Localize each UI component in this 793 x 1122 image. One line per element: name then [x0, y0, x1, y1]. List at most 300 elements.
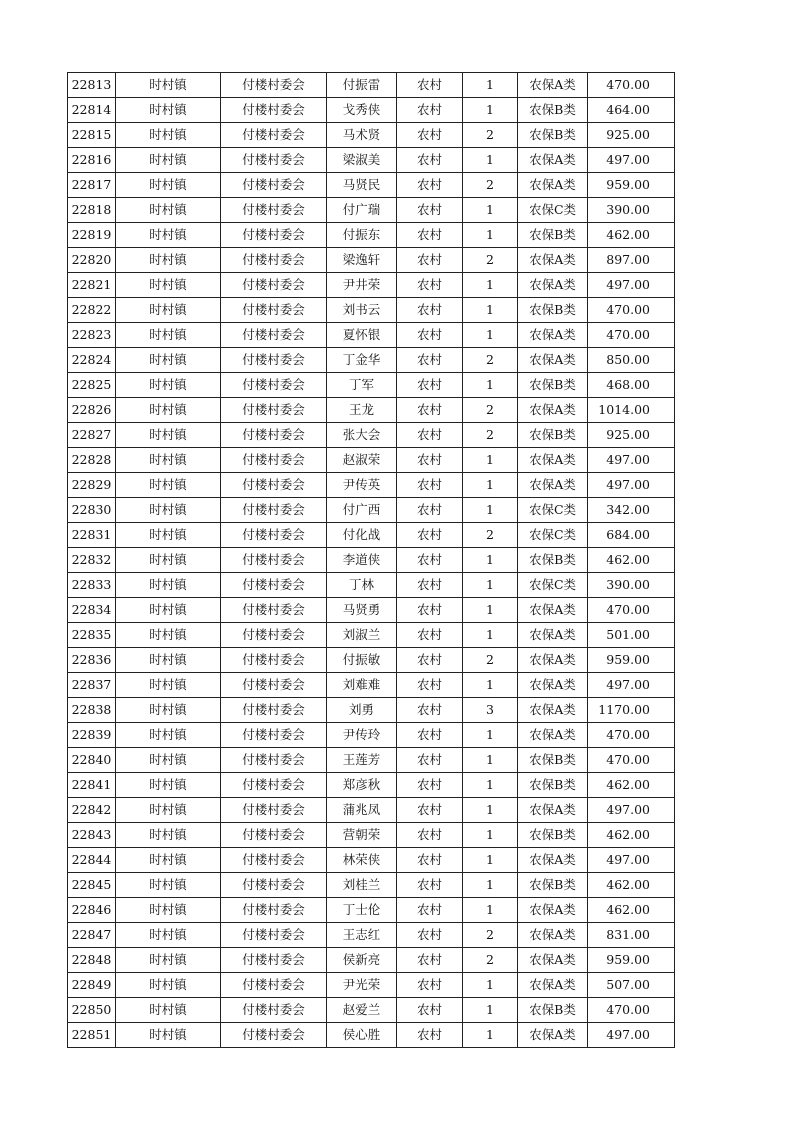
amount-cell: 501.00 — [588, 623, 675, 648]
household-count-cell: 1 — [463, 573, 518, 598]
record-id-cell: 22818 — [68, 198, 116, 223]
town-cell: 时村镇 — [116, 823, 221, 848]
household-count-cell: 2 — [463, 248, 518, 273]
record-id-cell: 22821 — [68, 273, 116, 298]
insurance-category-cell: 农保A类 — [518, 248, 588, 273]
table-row — [68, 348, 675, 373]
amount-cell: 497.00 — [588, 673, 675, 698]
area-type-cell: 农村 — [397, 848, 463, 873]
town-cell: 时村镇 — [116, 648, 221, 673]
area-type-cell: 农村 — [397, 948, 463, 973]
person-name-cell: 付振东 — [327, 223, 397, 248]
household-count-cell: 1 — [463, 773, 518, 798]
insurance-category-cell: 农保A类 — [518, 73, 588, 98]
amount-cell: 470.00 — [588, 748, 675, 773]
amount-cell: 462.00 — [588, 823, 675, 848]
amount-cell: 470.00 — [588, 298, 675, 323]
town-cell: 时村镇 — [116, 548, 221, 573]
insurance-category-cell: 农保A类 — [518, 148, 588, 173]
person-name-cell: 营朝荣 — [327, 823, 397, 848]
record-id-cell: 22813 — [68, 73, 116, 98]
person-name-cell: 王志红 — [327, 923, 397, 948]
person-name-cell: 赵爱兰 — [327, 998, 397, 1023]
insurance-category-cell: 农保B类 — [518, 123, 588, 148]
insurance-category-cell: 农保A类 — [518, 398, 588, 423]
town-cell: 时村镇 — [116, 673, 221, 698]
town-cell: 时村镇 — [116, 623, 221, 648]
area-type-cell: 农村 — [397, 398, 463, 423]
insurance-category-cell: 农保A类 — [518, 598, 588, 623]
area-type-cell: 农村 — [397, 523, 463, 548]
village-cell: 付楼村委会 — [221, 73, 327, 98]
village-cell: 付楼村委会 — [221, 923, 327, 948]
table-row — [68, 223, 675, 248]
person-name-cell: 夏怀银 — [327, 323, 397, 348]
table-row — [68, 273, 675, 298]
insurance-category-cell: 农保A类 — [518, 673, 588, 698]
household-count-cell: 1 — [463, 823, 518, 848]
record-id-cell: 22837 — [68, 673, 116, 698]
person-name-cell: 赵淑荣 — [327, 448, 397, 473]
household-count-cell: 2 — [463, 523, 518, 548]
table-row — [68, 448, 675, 473]
household-count-cell: 2 — [463, 123, 518, 148]
household-count-cell: 1 — [463, 273, 518, 298]
amount-cell: 497.00 — [588, 473, 675, 498]
town-cell: 时村镇 — [116, 798, 221, 823]
household-count-cell: 1 — [463, 498, 518, 523]
town-cell: 时村镇 — [116, 148, 221, 173]
village-cell: 付楼村委会 — [221, 623, 327, 648]
table-row — [68, 998, 675, 1023]
table-row — [68, 848, 675, 873]
person-name-cell: 刘书云 — [327, 298, 397, 323]
person-name-cell: 王龙 — [327, 398, 397, 423]
village-cell: 付楼村委会 — [221, 673, 327, 698]
household-count-cell: 1 — [463, 548, 518, 573]
insurance-category-cell: 农保A类 — [518, 173, 588, 198]
household-count-cell: 1 — [463, 373, 518, 398]
record-id-cell: 22851 — [68, 1023, 116, 1048]
village-cell: 付楼村委会 — [221, 748, 327, 773]
town-cell: 时村镇 — [116, 948, 221, 973]
area-type-cell: 农村 — [397, 773, 463, 798]
area-type-cell: 农村 — [397, 298, 463, 323]
amount-cell: 1014.00 — [588, 398, 675, 423]
amount-cell: 462.00 — [588, 223, 675, 248]
insurance-category-cell: 农保B类 — [518, 298, 588, 323]
table-row — [68, 673, 675, 698]
person-name-cell: 付广西 — [327, 498, 397, 523]
town-cell: 时村镇 — [116, 273, 221, 298]
table-row — [68, 648, 675, 673]
village-cell: 付楼村委会 — [221, 373, 327, 398]
amount-cell: 342.00 — [588, 498, 675, 523]
town-cell: 时村镇 — [116, 98, 221, 123]
table-row — [68, 498, 675, 523]
town-cell: 时村镇 — [116, 398, 221, 423]
area-type-cell: 农村 — [397, 98, 463, 123]
area-type-cell: 农村 — [397, 873, 463, 898]
village-cell: 付楼村委会 — [221, 498, 327, 523]
record-id-cell: 22845 — [68, 873, 116, 898]
household-count-cell: 2 — [463, 423, 518, 448]
area-type-cell: 农村 — [397, 698, 463, 723]
area-type-cell: 农村 — [397, 923, 463, 948]
insurance-category-cell: 农保A类 — [518, 723, 588, 748]
insurance-category-cell: 农保A类 — [518, 648, 588, 673]
person-name-cell: 丁士伦 — [327, 898, 397, 923]
amount-cell: 507.00 — [588, 973, 675, 998]
person-name-cell: 付化战 — [327, 523, 397, 548]
table-row — [68, 473, 675, 498]
village-cell: 付楼村委会 — [221, 473, 327, 498]
village-cell: 付楼村委会 — [221, 273, 327, 298]
table-row — [68, 423, 675, 448]
village-cell: 付楼村委会 — [221, 598, 327, 623]
village-cell: 付楼村委会 — [221, 998, 327, 1023]
village-cell: 付楼村委会 — [221, 848, 327, 873]
table-row — [68, 898, 675, 923]
area-type-cell: 农村 — [397, 623, 463, 648]
amount-cell: 850.00 — [588, 348, 675, 373]
household-count-cell: 1 — [463, 748, 518, 773]
amount-cell: 925.00 — [588, 123, 675, 148]
town-cell: 时村镇 — [116, 773, 221, 798]
amount-cell: 497.00 — [588, 148, 675, 173]
household-count-cell: 1 — [463, 448, 518, 473]
amount-cell: 925.00 — [588, 423, 675, 448]
town-cell: 时村镇 — [116, 123, 221, 148]
household-count-cell: 1 — [463, 873, 518, 898]
amount-cell: 497.00 — [588, 848, 675, 873]
table-row — [68, 248, 675, 273]
town-cell: 时村镇 — [116, 898, 221, 923]
amount-cell: 470.00 — [588, 73, 675, 98]
person-name-cell: 马贤民 — [327, 173, 397, 198]
amount-cell: 462.00 — [588, 773, 675, 798]
amount-cell: 468.00 — [588, 373, 675, 398]
village-cell: 付楼村委会 — [221, 873, 327, 898]
village-cell: 付楼村委会 — [221, 298, 327, 323]
village-cell: 付楼村委会 — [221, 323, 327, 348]
record-id-cell: 22843 — [68, 823, 116, 848]
record-id-cell: 22847 — [68, 923, 116, 948]
household-count-cell: 2 — [463, 948, 518, 973]
area-type-cell: 农村 — [397, 323, 463, 348]
table-row — [68, 123, 675, 148]
amount-cell: 831.00 — [588, 923, 675, 948]
insurance-category-cell: 农保B类 — [518, 423, 588, 448]
person-name-cell: 戈秀侠 — [327, 98, 397, 123]
record-id-cell: 22815 — [68, 123, 116, 148]
area-type-cell: 农村 — [397, 973, 463, 998]
table-row — [68, 723, 675, 748]
household-count-cell: 1 — [463, 198, 518, 223]
person-name-cell: 梁淑美 — [327, 148, 397, 173]
insurance-category-cell: 农保A类 — [518, 798, 588, 823]
area-type-cell: 农村 — [397, 73, 463, 98]
amount-cell: 684.00 — [588, 523, 675, 548]
area-type-cell: 农村 — [397, 123, 463, 148]
person-name-cell: 张大会 — [327, 423, 397, 448]
person-name-cell: 尹传玲 — [327, 723, 397, 748]
table-row — [68, 773, 675, 798]
person-name-cell: 丁军 — [327, 373, 397, 398]
town-cell: 时村镇 — [116, 923, 221, 948]
table-row — [68, 323, 675, 348]
insurance-category-cell: 农保A类 — [518, 973, 588, 998]
household-count-cell: 2 — [463, 648, 518, 673]
amount-cell: 464.00 — [588, 98, 675, 123]
household-count-cell: 1 — [463, 73, 518, 98]
record-id-cell: 22840 — [68, 748, 116, 773]
area-type-cell: 农村 — [397, 798, 463, 823]
record-id-cell: 22846 — [68, 898, 116, 923]
record-id-cell: 22844 — [68, 848, 116, 873]
town-cell: 时村镇 — [116, 473, 221, 498]
record-id-cell: 22841 — [68, 773, 116, 798]
record-id-cell: 22838 — [68, 698, 116, 723]
person-name-cell: 梁逸轩 — [327, 248, 397, 273]
area-type-cell: 农村 — [397, 498, 463, 523]
insurance-category-cell: 农保B类 — [518, 823, 588, 848]
town-cell: 时村镇 — [116, 973, 221, 998]
record-id-cell: 22827 — [68, 423, 116, 448]
village-cell: 付楼村委会 — [221, 123, 327, 148]
person-name-cell: 马贤勇 — [327, 598, 397, 623]
household-count-cell: 3 — [463, 698, 518, 723]
record-id-cell: 22826 — [68, 398, 116, 423]
household-count-cell: 1 — [463, 323, 518, 348]
amount-cell: 897.00 — [588, 248, 675, 273]
town-cell: 时村镇 — [116, 698, 221, 723]
village-cell: 付楼村委会 — [221, 98, 327, 123]
record-id-cell: 22830 — [68, 498, 116, 523]
town-cell: 时村镇 — [116, 748, 221, 773]
household-count-cell: 1 — [463, 673, 518, 698]
town-cell: 时村镇 — [116, 348, 221, 373]
table-row — [68, 598, 675, 623]
household-count-cell: 1 — [463, 723, 518, 748]
area-type-cell: 农村 — [397, 198, 463, 223]
insurance-category-cell: 农保A类 — [518, 323, 588, 348]
record-id-cell: 22850 — [68, 998, 116, 1023]
area-type-cell: 农村 — [397, 348, 463, 373]
table-row — [68, 748, 675, 773]
table-row — [68, 873, 675, 898]
record-id-cell: 22822 — [68, 298, 116, 323]
area-type-cell: 农村 — [397, 598, 463, 623]
insurance-category-cell: 农保A类 — [518, 698, 588, 723]
table-row — [68, 548, 675, 573]
area-type-cell: 农村 — [397, 423, 463, 448]
person-name-cell: 付振敏 — [327, 648, 397, 673]
insurance-category-cell: 农保B类 — [518, 873, 588, 898]
amount-cell: 390.00 — [588, 573, 675, 598]
village-cell: 付楼村委会 — [221, 523, 327, 548]
table-row — [68, 623, 675, 648]
household-count-cell: 1 — [463, 998, 518, 1023]
village-cell: 付楼村委会 — [221, 798, 327, 823]
area-type-cell: 农村 — [397, 173, 463, 198]
table-row — [68, 573, 675, 598]
table-row — [68, 73, 675, 98]
table-row — [68, 973, 675, 998]
insurance-category-cell: 农保A类 — [518, 448, 588, 473]
insurance-category-cell: 农保A类 — [518, 273, 588, 298]
village-cell: 付楼村委会 — [221, 198, 327, 223]
area-type-cell: 农村 — [397, 448, 463, 473]
insurance-category-cell: 农保C类 — [518, 498, 588, 523]
area-type-cell: 农村 — [397, 148, 463, 173]
area-type-cell: 农村 — [397, 473, 463, 498]
table-row — [68, 373, 675, 398]
amount-cell: 497.00 — [588, 1023, 675, 1048]
insurance-category-cell: 农保A类 — [518, 473, 588, 498]
village-cell: 付楼村委会 — [221, 698, 327, 723]
village-cell: 付楼村委会 — [221, 248, 327, 273]
household-count-cell: 1 — [463, 898, 518, 923]
table-row — [68, 1023, 675, 1048]
record-id-cell: 22849 — [68, 973, 116, 998]
household-count-cell: 2 — [463, 348, 518, 373]
person-name-cell: 马术贤 — [327, 123, 397, 148]
town-cell: 时村镇 — [116, 998, 221, 1023]
area-type-cell: 农村 — [397, 573, 463, 598]
area-type-cell: 农村 — [397, 248, 463, 273]
village-cell: 付楼村委会 — [221, 823, 327, 848]
village-cell: 付楼村委会 — [221, 348, 327, 373]
record-id-cell: 22834 — [68, 598, 116, 623]
insurance-category-cell: 农保A类 — [518, 348, 588, 373]
village-cell: 付楼村委会 — [221, 948, 327, 973]
town-cell: 时村镇 — [116, 873, 221, 898]
village-cell: 付楼村委会 — [221, 573, 327, 598]
person-name-cell: 丁林 — [327, 573, 397, 598]
table-row — [68, 298, 675, 323]
household-count-cell: 2 — [463, 923, 518, 948]
record-id-cell: 22828 — [68, 448, 116, 473]
record-id-cell: 22823 — [68, 323, 116, 348]
record-id-cell: 22819 — [68, 223, 116, 248]
village-cell: 付楼村委会 — [221, 448, 327, 473]
record-id-cell: 22832 — [68, 548, 116, 573]
town-cell: 时村镇 — [116, 373, 221, 398]
amount-cell: 470.00 — [588, 323, 675, 348]
town-cell: 时村镇 — [116, 173, 221, 198]
insurance-category-cell: 农保C类 — [518, 523, 588, 548]
town-cell: 时村镇 — [116, 573, 221, 598]
town-cell: 时村镇 — [116, 523, 221, 548]
insurance-category-cell: 农保B类 — [518, 998, 588, 1023]
town-cell: 时村镇 — [116, 1023, 221, 1048]
record-id-cell: 22825 — [68, 373, 116, 398]
household-count-cell: 1 — [463, 848, 518, 873]
record-id-cell: 22839 — [68, 723, 116, 748]
town-cell: 时村镇 — [116, 73, 221, 98]
household-count-cell: 1 — [463, 973, 518, 998]
insurance-category-cell: 农保A类 — [518, 948, 588, 973]
table-row — [68, 148, 675, 173]
table-row — [68, 698, 675, 723]
village-cell: 付楼村委会 — [221, 773, 327, 798]
person-name-cell: 王莲芳 — [327, 748, 397, 773]
person-name-cell: 侯新亮 — [327, 948, 397, 973]
village-cell: 付楼村委会 — [221, 1023, 327, 1048]
table-row — [68, 98, 675, 123]
person-name-cell: 尹井荣 — [327, 273, 397, 298]
table-row — [68, 798, 675, 823]
town-cell: 时村镇 — [116, 848, 221, 873]
amount-cell: 470.00 — [588, 598, 675, 623]
town-cell: 时村镇 — [116, 598, 221, 623]
table-row — [68, 823, 675, 848]
person-name-cell: 尹传英 — [327, 473, 397, 498]
area-type-cell: 农村 — [397, 548, 463, 573]
town-cell: 时村镇 — [116, 198, 221, 223]
household-count-cell: 1 — [463, 148, 518, 173]
town-cell: 时村镇 — [116, 448, 221, 473]
person-name-cell: 丁金华 — [327, 348, 397, 373]
household-count-cell: 1 — [463, 298, 518, 323]
area-type-cell: 农村 — [397, 898, 463, 923]
record-id-cell: 22835 — [68, 623, 116, 648]
person-name-cell: 付振雷 — [327, 73, 397, 98]
insurance-category-cell: 农保A类 — [518, 848, 588, 873]
insurance-category-cell: 农保A类 — [518, 623, 588, 648]
record-id-cell: 22836 — [68, 648, 116, 673]
insurance-category-cell: 农保B类 — [518, 373, 588, 398]
person-name-cell: 林荣侠 — [327, 848, 397, 873]
amount-cell: 462.00 — [588, 873, 675, 898]
village-cell: 付楼村委会 — [221, 398, 327, 423]
village-cell: 付楼村委会 — [221, 973, 327, 998]
amount-cell: 959.00 — [588, 948, 675, 973]
household-count-cell: 1 — [463, 473, 518, 498]
insurance-category-cell: 农保B类 — [518, 98, 588, 123]
area-type-cell: 农村 — [397, 748, 463, 773]
person-name-cell: 刘淑兰 — [327, 623, 397, 648]
area-type-cell: 农村 — [397, 723, 463, 748]
town-cell: 时村镇 — [116, 223, 221, 248]
amount-cell: 959.00 — [588, 648, 675, 673]
record-id-cell: 22816 — [68, 148, 116, 173]
amount-cell: 497.00 — [588, 448, 675, 473]
town-cell: 时村镇 — [116, 498, 221, 523]
person-name-cell: 李道侠 — [327, 548, 397, 573]
insurance-category-cell: 农保A类 — [518, 923, 588, 948]
insurance-category-cell: 农保B类 — [518, 548, 588, 573]
insurance-category-cell: 农保C类 — [518, 198, 588, 223]
record-id-cell: 22820 — [68, 248, 116, 273]
table-row — [68, 523, 675, 548]
record-id-cell: 22824 — [68, 348, 116, 373]
household-count-cell: 1 — [463, 598, 518, 623]
insurance-category-cell: 农保A类 — [518, 1023, 588, 1048]
person-name-cell: 刘勇 — [327, 698, 397, 723]
village-cell: 付楼村委会 — [221, 223, 327, 248]
town-cell: 时村镇 — [116, 248, 221, 273]
amount-cell: 470.00 — [588, 998, 675, 1023]
roster-table — [67, 72, 675, 1048]
table-row — [68, 948, 675, 973]
insurance-category-cell: 农保C类 — [518, 573, 588, 598]
record-id-cell: 22829 — [68, 473, 116, 498]
town-cell: 时村镇 — [116, 298, 221, 323]
village-cell: 付楼村委会 — [221, 423, 327, 448]
record-id-cell: 22848 — [68, 948, 116, 973]
